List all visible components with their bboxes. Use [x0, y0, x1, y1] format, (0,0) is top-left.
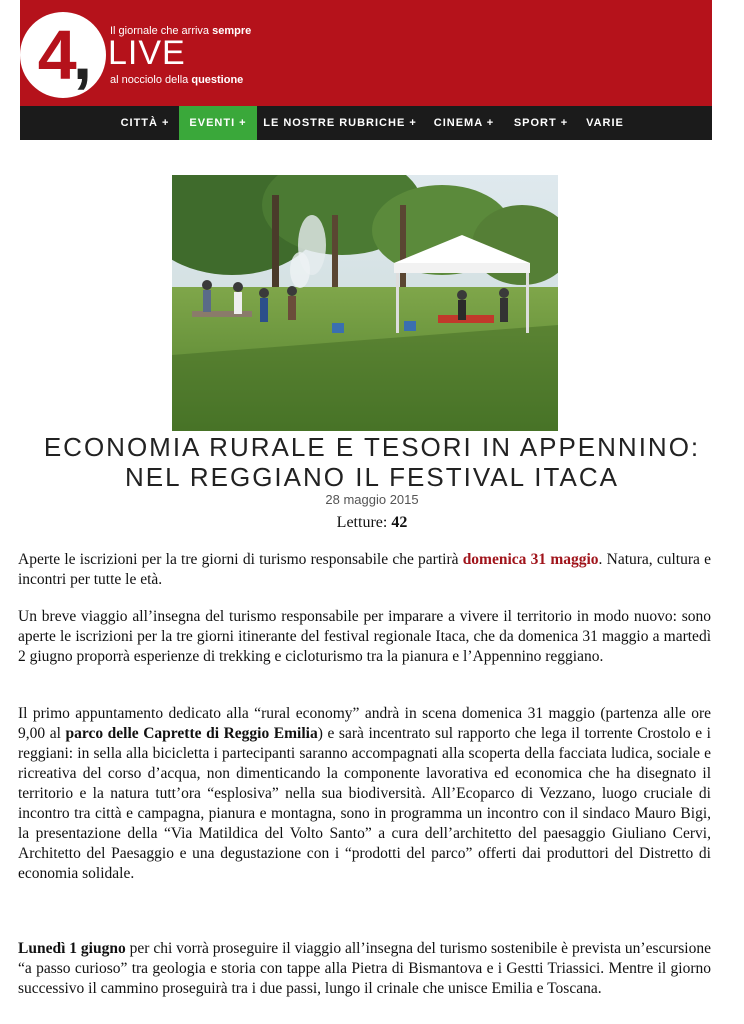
article-photo — [172, 175, 558, 431]
nav-item-sport[interactable]: SPORT + — [513, 117, 569, 129]
p4-bold: Lunedì 1 giugno — [18, 940, 126, 957]
main-nav — [20, 106, 712, 140]
article-date: 28 maggio 2015 — [325, 492, 419, 507]
brand-name[interactable]: LIVE — [108, 34, 186, 72]
tagline-bottom-text: al nocciolo della — [110, 74, 192, 86]
tagline-top-bold: sempre — [212, 25, 252, 37]
p3-bold: parco delle Caprette di Reggio Emilia — [65, 725, 318, 742]
nav-item-citta[interactable]: CITTÀ + — [120, 117, 170, 129]
nav-item-cinema[interactable]: CINEMA + — [433, 117, 495, 129]
logo-comma: , — [72, 16, 89, 94]
tagline-bottom-bold: questione — [191, 74, 244, 86]
site-header — [20, 0, 712, 106]
title-line-1: ECONOMIA RURALE E TESORI IN APPENNINO: — [43, 432, 701, 462]
read-count — [0, 514, 744, 532]
logo-number: 4 — [37, 16, 73, 94]
tagline-bottom — [110, 74, 243, 86]
reads-count: 42 — [391, 514, 408, 531]
nav-item-rubriche[interactable]: LE NOSTRE RUBRICHE + — [263, 117, 417, 129]
paragraph-intro — [18, 550, 711, 590]
site-logo[interactable] — [20, 12, 106, 98]
p3-text: Il primo appuntamento dedicato alla “rural economy” andrà in scena domenica 31 maggio (partenza alle ore 9,00 al — [18, 705, 711, 742]
title-line-2: NEL REGGIANO IL FESTIVAL ITACA — [125, 462, 619, 492]
paragraph-3 — [18, 704, 711, 884]
p1-text-end: . Natura, cultura e incontri per tutte le età. — [18, 551, 711, 588]
paragraph-2 — [18, 607, 711, 667]
p4-text: per chi vorrà proseguire il viaggio all’insegna del turismo sostenibile è prevista un’escursione “a passo curioso” tra geologia e storia con tappe alla Pietra di Bismantova e i Gestti Triassici. Mentre il giorno successivo il cammino proseguirà tra i due passi, lungo il crinale che unisce Emilia e Toscana. — [18, 940, 711, 997]
p1-highlight: domenica 31 maggio — [462, 551, 599, 568]
p2-text: Un breve viaggio all’insegna del turismo responsabile per imparare a vivere il territorio in modo nuovo: sono aperte le iscrizioni per la tre giorni itinerante del festival regionale Itaca, che da domenica 31 maggio a martedì 2 giugno proporrà esperienze di trekking e cicloturismo tra la pianura e l’Appennino reggiano. — [18, 608, 711, 665]
nav-item-varie[interactable]: VARIE — [586, 117, 624, 129]
reads-label: Letture: — [336, 514, 392, 531]
nav-item-eventi[interactable]: EVENTI + — [179, 106, 257, 140]
p1-text: Aperte le iscrizioni per la tre giorni di turismo responsabile che partirà — [18, 551, 463, 568]
paragraph-4 — [18, 939, 711, 999]
p3-text-end: ) e sarà incentrato sul rapporto che lega il torrente Crostolo e i reggiani: in sella alla bicicletta i partecipanti saranno accompagnati alla scoperta della facciata ludica, sociale e ricreativa del corso d’acqua, non dimenticando la componente lavorativa ed economica che ha disegnato il territorio e la natura tutt’ora “esplosiva” nella sua biodiversità. All’Ecoparco di Vezzano, luogo cruciale di incontro tra città e campagna, pianura e montagna, sono in programma un incontro con il sindaco Mauro Bigi, la presentazione della “Via Matildica del Volto Santo” a cura dell’architetto del paesaggio Giuliano Cervi, Architetto del Paesaggio e una degustazione con i “prodotti del parco” offerti dai produttori del Distretto di economia solidale. — [18, 725, 711, 882]
tagline-top-text: Il giornale che arriva — [110, 25, 213, 37]
article-title — [20, 432, 724, 492]
